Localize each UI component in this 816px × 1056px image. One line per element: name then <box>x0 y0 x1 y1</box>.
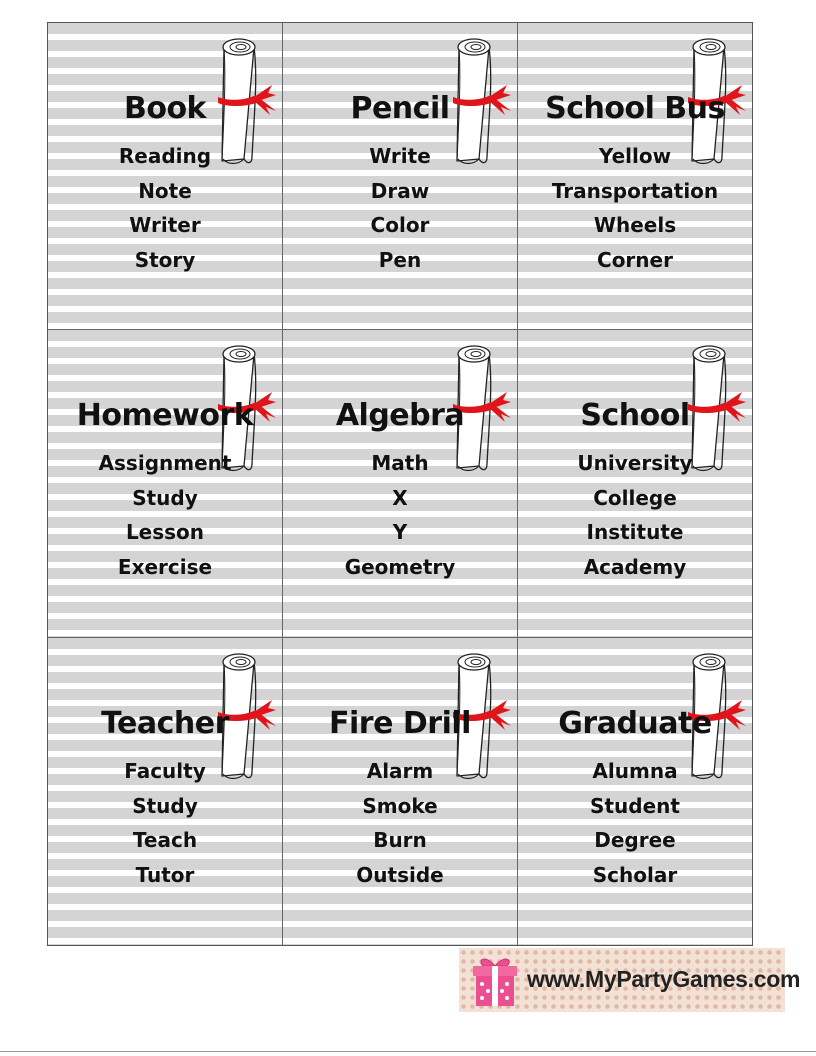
forbidden-words-list <box>283 446 517 584</box>
forbidden-words-list <box>48 446 282 584</box>
taboo-card <box>283 23 518 330</box>
card-title: School Bus <box>545 91 725 126</box>
forbidden-word: Exercise <box>117 554 213 579</box>
forbidden-word: Institute <box>586 520 684 544</box>
forbidden-word: Yellow <box>598 144 672 168</box>
forbidden-word: Burn <box>373 828 427 852</box>
forbidden-word: Reading <box>118 144 212 168</box>
forbidden-word: Outside <box>356 862 444 887</box>
forbidden-words-list <box>283 139 517 277</box>
card-title: Algebra <box>335 398 465 433</box>
forbidden-word: Lesson <box>125 520 205 544</box>
forbidden-words-list <box>518 446 752 584</box>
forbidden-word: Geometry <box>344 554 456 579</box>
taboo-card <box>518 330 752 638</box>
forbidden-word: Alumna <box>592 759 678 783</box>
forbidden-words-list <box>48 754 282 892</box>
taboo-card <box>48 23 283 330</box>
forbidden-words-list <box>283 754 517 892</box>
brand-footer[interactable] <box>459 948 801 1012</box>
forbidden-word: Assignment <box>98 451 232 475</box>
forbidden-word: Tutor <box>135 862 195 887</box>
taboo-card <box>48 330 283 638</box>
taboo-card <box>48 638 283 945</box>
card-title: Pencil <box>350 91 450 126</box>
taboo-card <box>283 638 518 945</box>
taboo-card <box>283 330 518 638</box>
brand-url[interactable]: www.MyPartyGames.com <box>527 966 801 992</box>
gift-box-icon <box>467 954 523 1008</box>
forbidden-word: Smoke <box>362 793 438 818</box>
forbidden-word: X <box>392 485 408 510</box>
forbidden-word: Faculty <box>124 759 206 783</box>
card-title: Fire Drill <box>329 706 471 741</box>
forbidden-word: Scholar <box>592 862 678 887</box>
forbidden-word: Study <box>132 793 198 818</box>
card-title: Graduate <box>558 706 712 741</box>
card-title: Book <box>123 91 207 126</box>
forbidden-word: Note <box>138 178 192 203</box>
taboo-card <box>518 638 752 945</box>
forbidden-word: Story <box>134 247 196 272</box>
forbidden-word: Writer <box>129 213 201 237</box>
forbidden-word: University <box>577 451 693 475</box>
forbidden-word: Color <box>370 213 430 237</box>
forbidden-word: Academy <box>583 554 687 579</box>
forbidden-words-list <box>518 754 752 892</box>
forbidden-word: Alarm <box>366 759 434 783</box>
forbidden-word: Transportation <box>551 178 719 203</box>
forbidden-word: Study <box>132 485 198 510</box>
forbidden-words-list <box>48 139 282 277</box>
card-title: Homework <box>76 398 254 433</box>
forbidden-word: Corner <box>597 247 673 272</box>
forbidden-word: Pen <box>378 247 422 272</box>
forbidden-word: Write <box>369 144 431 168</box>
forbidden-word: Draw <box>370 178 430 203</box>
forbidden-word: Y <box>392 520 408 544</box>
forbidden-word: College <box>593 485 677 510</box>
forbidden-word: Degree <box>594 828 676 852</box>
forbidden-word: Student <box>590 793 680 818</box>
forbidden-word: Teach <box>132 828 198 852</box>
forbidden-words-list <box>518 139 752 277</box>
card-title: Teacher <box>101 706 229 741</box>
page-edge <box>0 1051 816 1052</box>
taboo-card-sheet <box>47 22 753 946</box>
forbidden-word: Math <box>371 451 429 475</box>
card-title: School <box>580 398 690 433</box>
forbidden-word: Wheels <box>593 213 677 237</box>
taboo-card <box>518 23 752 330</box>
